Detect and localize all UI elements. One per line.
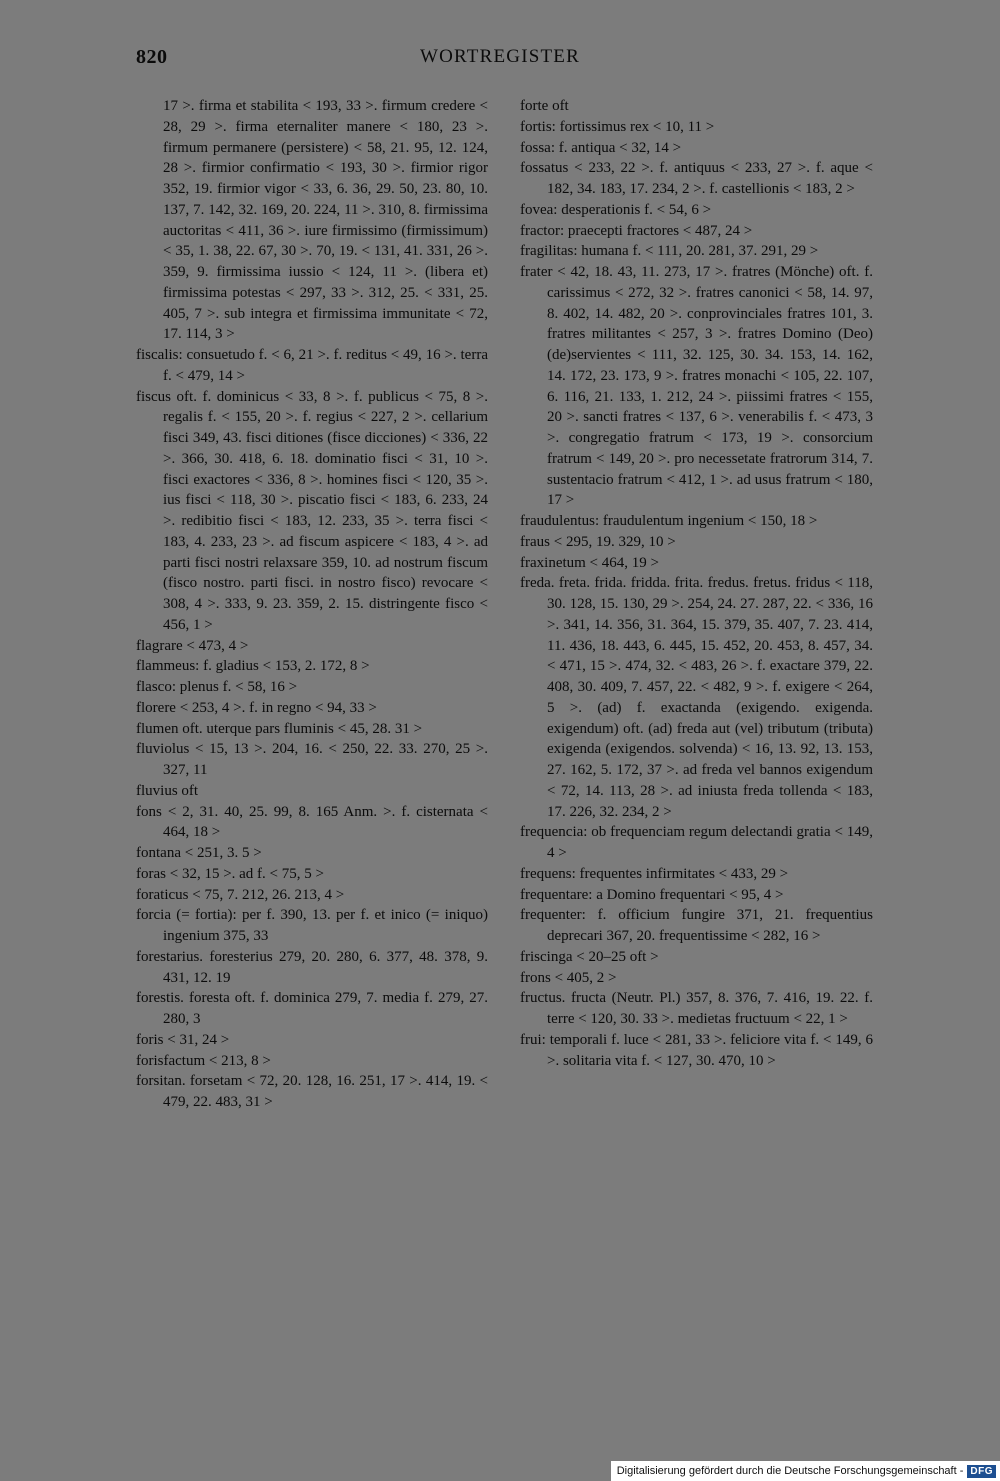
- index-entry: forestarius. foresterius 279, 20. 280, 6. 377, 48. 378, 9. 431, 12. 19: [136, 948, 488, 986]
- index-entry: frater < 42, 18. 43, 11. 273, 17 >. fratres (Mönche) oft. f. carissimus < 272, 32 >. fratres canonici < 58, 14. 97, 8. 402, 14. 482, 20 >. conprovinciales fratres 101, 3. fratres militantes < 257, 3 >. fratres Domino (Deo) (de)servientes < 111, 32. 125, 30. 34. 153, 14. 162, 14. 172, 23. 173, 9 >. fratres monachi < 105, 22. 107, 6. 116, 21. 133, 1. 212, 24 >. piissimi fratres < 155, 20 >. sancti fratres < 137, 6 >. venerabilis f. < 473, 3 >. congregatio fratrum < 173, 19 >. consorcium fratrum < 149, 20 >. pro necessetate fratrorum 314, 7. sustentacio fratrum < 412, 1 >. ad usus fratrum < 180, 17 >: [520, 264, 873, 509]
- index-entry: fraus < 295, 19. 329, 10 >: [520, 533, 676, 550]
- index-entry: foras < 32, 15 >. ad f. < 75, 5 >: [136, 865, 324, 882]
- dfg-logo: DFG: [967, 1465, 996, 1478]
- index-entry: frui: temporali f. luce < 281, 33 >. feliciore vita f. < 149, 6 >. solitaria vita f. < 127, 30. 470, 10 >: [520, 1031, 873, 1069]
- index-entry: fortis: fortissimus rex < 10, 11 >: [520, 118, 715, 135]
- index-entry: flammeus: f. gladius < 153, 2. 172, 8 >: [136, 658, 370, 675]
- index-entry: frequenter: f. officium fungire 371, 21. frequentius deprecari 367, 20. frequentissime < 282, 16 >: [520, 907, 873, 944]
- index-entry: frequens: frequentes infirmitates < 433, 29 >: [520, 865, 789, 882]
- index-entry: forsitan. forsetam < 72, 20. 128, 16. 251, 17 >. 414, 19. < 479, 22. 483, 31 >: [136, 1073, 488, 1110]
- index-entry: fluvius oft: [136, 782, 199, 799]
- index-entry: frequencia: ob frequenciam regum delectandi gratia < 149, 4 >: [520, 824, 873, 861]
- running-title: WORTREGISTER: [420, 46, 580, 67]
- index-entry: forestis. foresta oft. f. dominica 279, 7. media f. 279, 27. 280, 3: [136, 990, 488, 1027]
- index-entry: fons < 2, 31. 40, 25. 99, 8. 165 Anm. >. f. cisternata < 464, 18 >: [136, 803, 488, 841]
- index-entry: fructus. fructa (Neutr. Pl.) 357, 8. 376, 7. 416, 19. 22. f. terre < 120, 30. 33 >. medietas fructuum < 22, 1 >: [520, 990, 873, 1027]
- index-entry: fraxinetum < 464, 19 >: [520, 554, 659, 571]
- index-entry: fiscus oft. f. dominicus < 33, 8 >. f. publicus < 75, 8 >. regalis f. < 155, 20 >. f. regius < 227, 2 >. cellarium fisci 349, 43. fisci ditiones (fisce dicciones) < 336, 22 >. 366, 30. 418, 6. 18. dominatio fisci < 31, 10 >. fisci exactores < 336, 8 >. homines fisci < 120, 35 >. ius fisci < 118, 30 >. piscatio fisci < 183, 6. 233, 24 >. redibitio fisci < 183, 12. 233, 35 >. terra fisci < 183, 4. 233, 23 >. ad fiscum aspicere < 183, 4 >. ad parti fisci nostri relaxsare 359, 10. ad nostrum fiscum (fisco nostro. parti fisci. in nostro fisco) revocare < 308, 4 >. 333, 9. 23. 359, 2. 15. distringente fisco < 456, 1 >: [136, 388, 488, 633]
- index-entry: frequentare: a Domino frequentari < 95, 4 >: [520, 886, 784, 903]
- index-entry: fiscalis: consuetudo f. < 6, 21 >. f. reditus < 49, 16 >. terra f. < 479, 14 >: [136, 347, 488, 384]
- funding-footer: [611, 1461, 1000, 1481]
- index-entry: forcia (= fortia): per f. 390, 13. per f. et inico (= iniquo) ingenium 375, 33: [136, 907, 488, 944]
- index-entry: fluviolus < 15, 13 >. 204, 16. < 250, 22. 33. 270, 25 >. 327, 11: [136, 741, 488, 778]
- index-entry: flumen oft. uterque pars fluminis < 45, 28. 31 >: [136, 720, 423, 737]
- index-entry: fraudulentus: fraudulentum ingenium < 150, 18 >: [520, 513, 818, 529]
- index-entry: frons < 405, 2 >: [520, 969, 617, 986]
- index-entry: 17 >. firma et stabilita < 193, 33 >. firmum credere < 28, 29 >. firma eternaliter manere < 180, 23 >. firmum permanere (persistere) < 58, 21. 95, 12. 124, 28 >. firmior confirmatio < 193, 30 >. firmior rigor 352, 19. firmior vigor < 33, 6. 36, 29. 50, 23. 80, 10. 137, 7. 142, 32. 169, 20. 224, 11 >. 310, 8. firmissima auctoritas < 411, 36 >. iure firmissimo (firmissimum) < 35, 1. 38, 22. 67, 30 >. 70, 19. < 131, 41. 331, 26 >. 359, 9. firmissima iussio < 124, 11 >. (libera et) firmissima potestas < 297, 33 >. 312, 25. < 331, 25. 405, 7 >. sub integra et firmissima immunitate < 72, 17. 114, 3 >: [163, 98, 488, 343]
- index-entry: foris < 31, 24 >: [136, 1031, 230, 1048]
- page-number: 820: [136, 46, 168, 68]
- index-entry: friscinga < 20–25 oft >: [520, 948, 659, 965]
- index-entry: flagrare < 473, 4 >: [136, 637, 249, 654]
- index-entry: fontana < 251, 3. 5 >: [136, 845, 262, 861]
- index-entry: forisfactum < 213, 8 >: [136, 1052, 271, 1069]
- index-entry: forte oft: [520, 98, 569, 114]
- index-entry: flasco: plenus f. < 58, 16 >: [136, 679, 298, 695]
- left-column: [136, 96, 488, 1113]
- index-entry: florere < 253, 4 >. f. in regno < 94, 33 >: [136, 699, 377, 716]
- index-entry: fossatus < 233, 22 >. f. antiquus < 233, 27 >. f. aque < 182, 34. 183, 17. 234, 2 >. f. castellionis < 183, 2 >: [520, 160, 873, 197]
- index-entry: fragilitas: humana f. < 111, 20. 281, 37. 291, 29 >: [520, 243, 819, 260]
- footer-text: Digitalisierung gefördert durch die Deutsche Forschungsgemeinschaft -: [616, 1465, 964, 1477]
- right-column: [520, 96, 873, 1071]
- index-entry: fossa: f. antiqua < 32, 14 >: [520, 139, 682, 156]
- index-entry: fovea: desperationis f. < 54, 6 >: [520, 201, 712, 218]
- page-header: [0, 46, 1000, 76]
- index-entry: freda. freta. frida. fridda. frita. fredus. fretus. fridus < 118, 30. 128, 15. 130, 29 >. 254, 24. 27. 287, 22. < 336, 16 >. 341, 14. 356, 31. 364, 15. 379, 35. 407, 7. 23. 414, 11. 436, 18. 443, 6. 445, 15. 452, 20. 453, 8. 457, 34. < 471, 15 >. 474, 32. < 483, 26 >. f. exactare 379, 22. 408, 30. 409, 7. 457, 22. < 482, 9 >. f. exigere < 264, 5 >. (ad) f. exactanda (exigendo. exigenda. exigendum) oft. (ad) freda aut (vel) tributum (tributa) exigenda (exigendos. solvenda) < 16, 13. 92, 13. 153, 27. 162, 5. 172, 37 >. ad freda vel bannos exigendum < 72, 14. 113, 28 >. ad iniusta freda tollenda < 183, 17. 226, 32. 234, 2 >: [520, 575, 873, 820]
- index-entry: fractor: praecepti fractores < 487, 24 >: [520, 222, 753, 239]
- index-entry: foraticus < 75, 7. 212, 26. 213, 4 >: [136, 886, 345, 903]
